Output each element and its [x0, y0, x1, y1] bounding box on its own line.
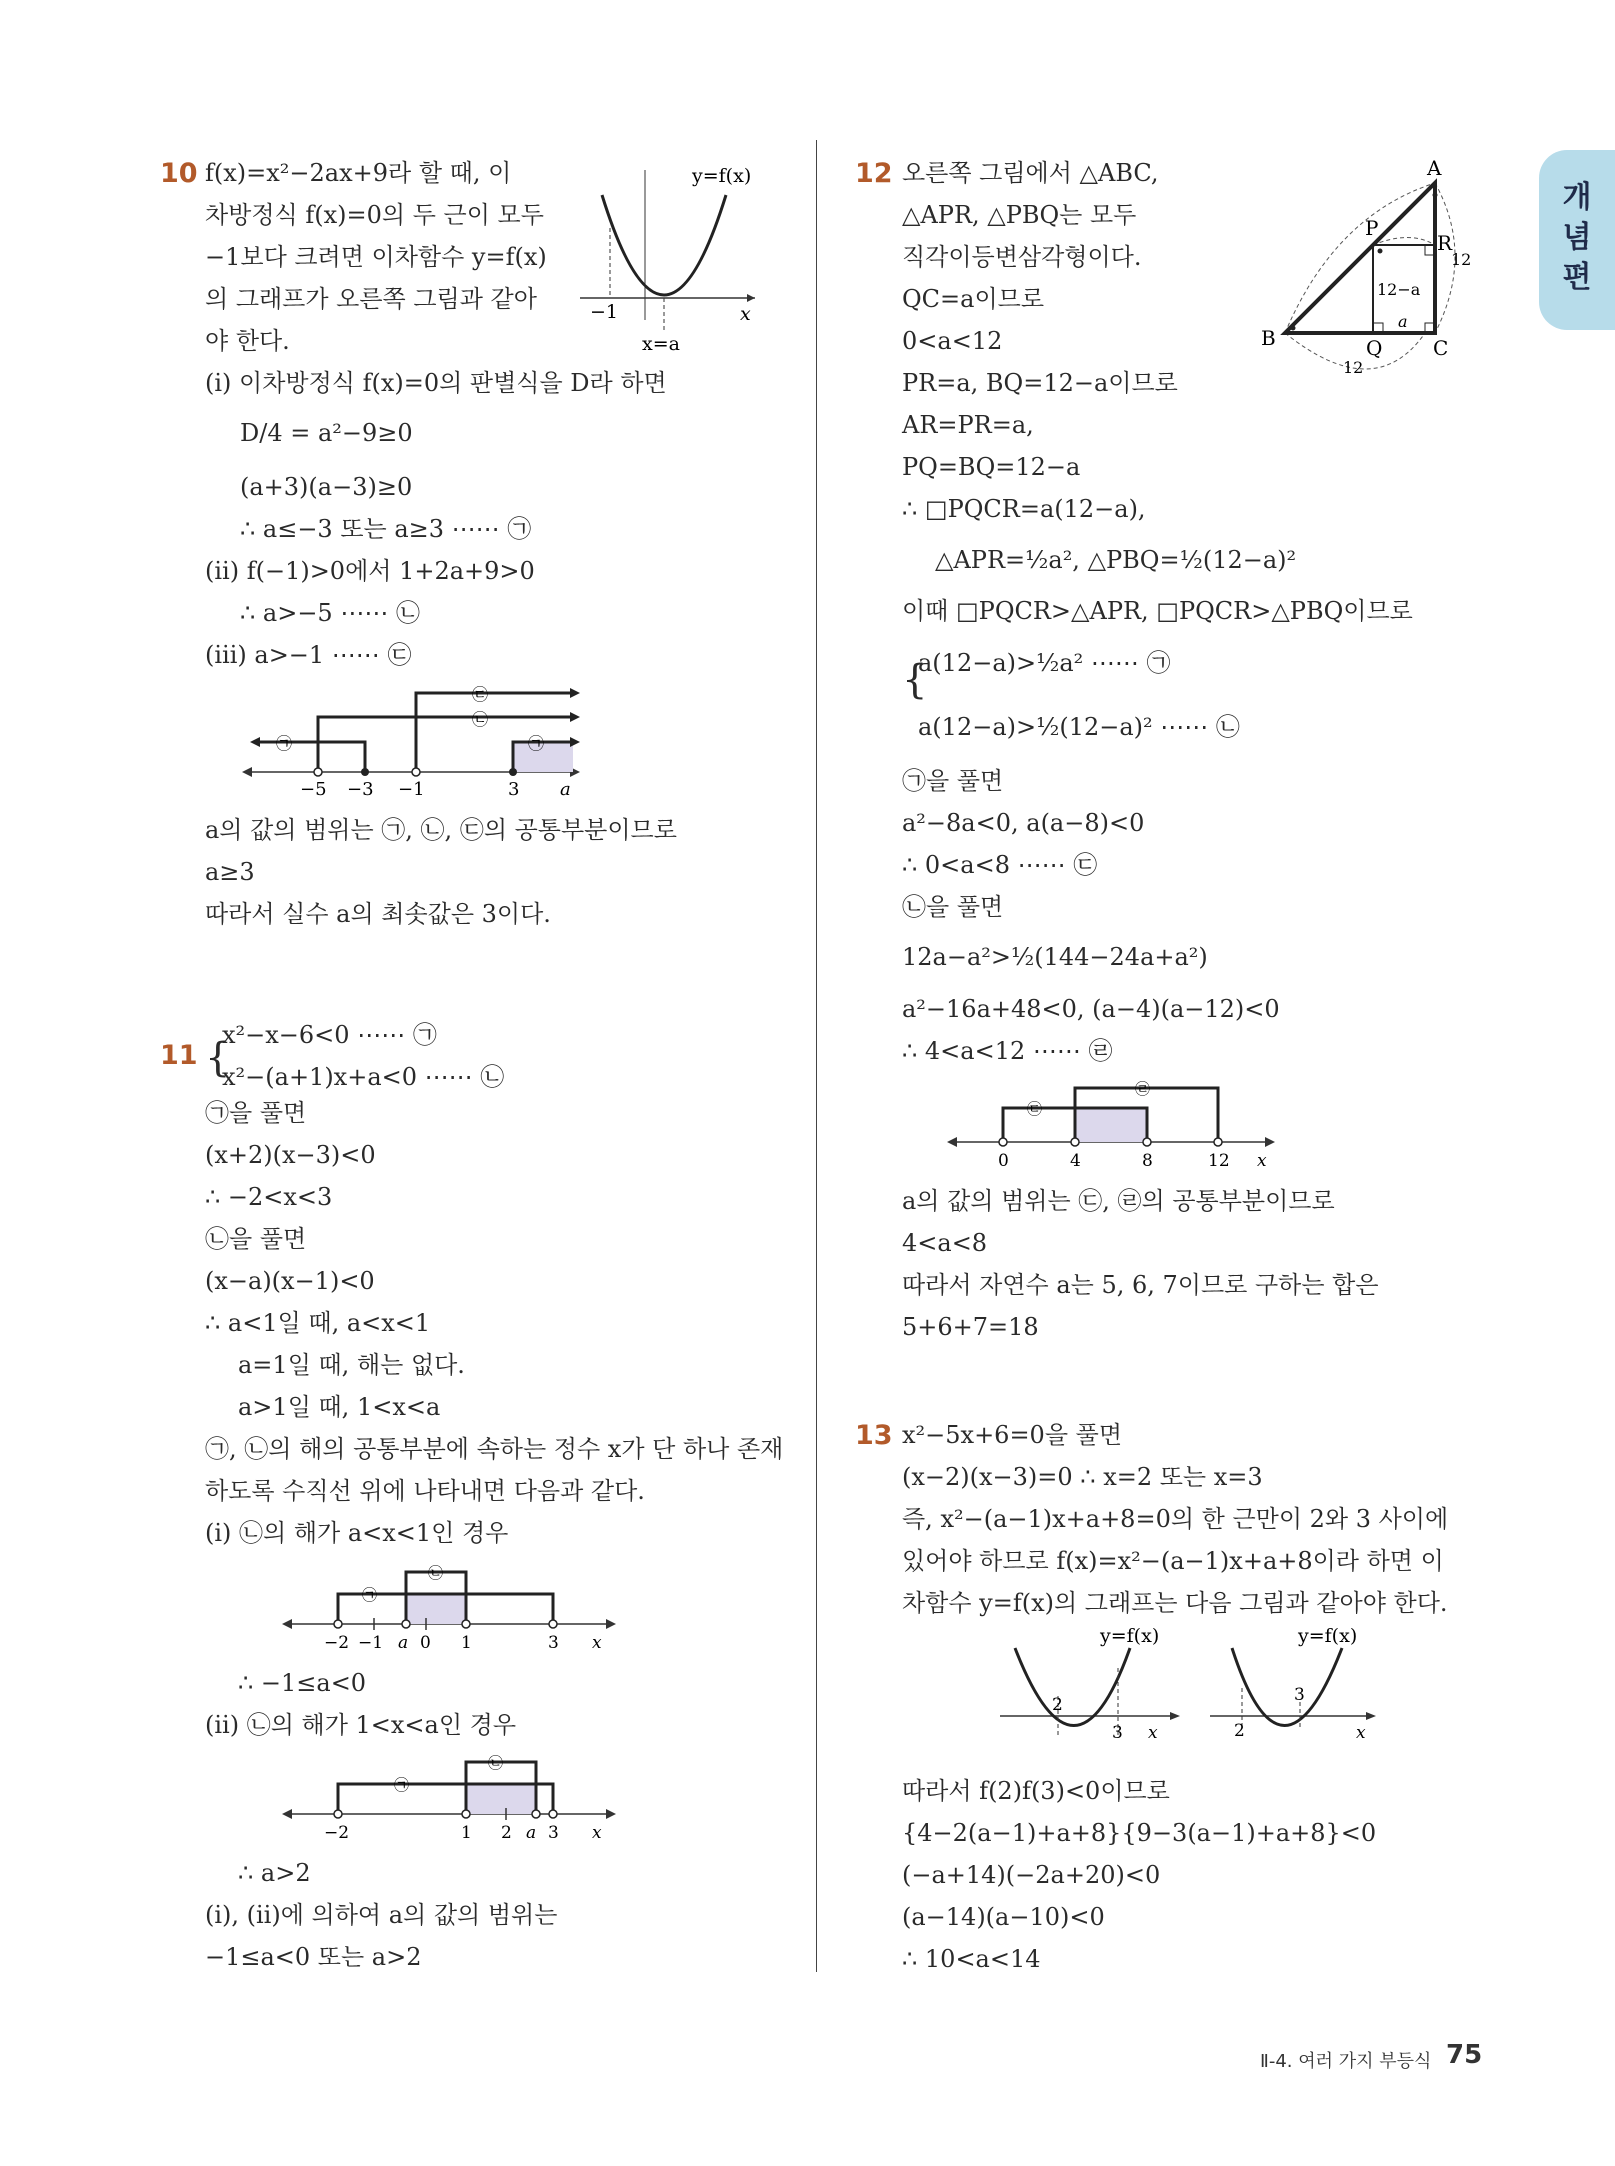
- p10-nl-axis: a: [560, 779, 571, 800]
- p11-line: (ⅱ) ㉡의 해가 1<x<a인 경우: [205, 1711, 517, 1739]
- p12-line: PQ=BQ=12−a: [902, 453, 1081, 481]
- p11-line: a>1일 때, 1<x<a: [238, 1393, 441, 1421]
- p11-nl1-tick: −2: [324, 1633, 350, 1653]
- p10-line: D/4 = a²−9≥0: [240, 419, 413, 447]
- p11-number-line-2: [280, 1748, 620, 1848]
- p13-g1-t3: 3: [1112, 1723, 1123, 1743]
- p12-triangle-diagram: [1255, 155, 1485, 380]
- p11-nl1-mark: ㉠: [362, 1586, 378, 1604]
- p11-nl1-tick: 3: [548, 1633, 559, 1653]
- p12-line: 따라서 자연수 a는 5, 6, 7이므로 구하는 합은: [902, 1271, 1379, 1299]
- p12-label-R: R: [1437, 231, 1453, 255]
- p11-line: (ⅰ) ㉡의 해가 a<x<1인 경우: [205, 1519, 509, 1547]
- p11-nl1-tick: −1: [358, 1633, 384, 1653]
- p13-g1-t2: 2: [1052, 1695, 1063, 1715]
- p10-nl-mark: ㉠: [276, 734, 293, 753]
- p12-line: ∴ □PQCR=a(12−a),: [902, 495, 1146, 523]
- p11-line: ∴ −2<x<3: [205, 1183, 333, 1211]
- p13-line: 즉, x²−(a−1)x+a+8=0의 한 근만이 2와 3 사이에: [902, 1505, 1449, 1533]
- p10-line: 야 한다.: [205, 327, 290, 355]
- p10-graph-label-fx: y=f(x): [692, 165, 752, 187]
- p12-nl-tick: 4: [1070, 1151, 1081, 1171]
- problem-number-11: 11: [160, 1040, 198, 1071]
- p11-line: a=1일 때, 해는 없다.: [238, 1351, 465, 1379]
- p11-nl2-mark: ㉡: [488, 1754, 504, 1772]
- p12-line: a의 값의 범위는 ㉢, ㉣의 공통부분이므로: [902, 1187, 1335, 1215]
- p11-line: ∴ a<1일 때, a<x<1: [205, 1309, 431, 1337]
- p11-nl2-tick: 1: [461, 1823, 472, 1843]
- p11-line: (x+2)(x−3)<0: [205, 1141, 376, 1169]
- p10-line: −1보다 크려면 이차함수 y=f(x): [205, 243, 547, 271]
- p12-nl-mark: ㉢: [1027, 1100, 1043, 1118]
- p11-nl1-axis: x: [592, 1633, 602, 1653]
- p12-line: 0<a<12: [902, 327, 1003, 355]
- p12-line: ∴ 4<a<12 ⋯⋯ ㉣: [902, 1037, 1113, 1065]
- p10-line: ∴ a>−5 ⋯⋯ ㉡: [240, 599, 420, 627]
- p12-label-A: A: [1427, 156, 1442, 180]
- p13-line: 있어야 하므로 f(x)=x²−(a−1)x+a+8이라 하면 이: [902, 1547, 1444, 1575]
- p13-line: ∴ 10<a<14: [902, 1945, 1041, 1973]
- p12-line: 12a−a²>½(144−24a+a²): [902, 943, 1208, 971]
- p10-nl-tick: −5: [300, 779, 327, 800]
- p11-line: ㉡을 풀면: [205, 1225, 307, 1253]
- p10-line: 차방정식 f(x)=0의 두 근이 모두: [205, 201, 544, 229]
- p10-graph-axis: x: [740, 303, 751, 325]
- p11-line: ㉠을 풀면: [205, 1099, 307, 1127]
- p13-line: (x−2)(x−3)=0 ∴ x=2 또는 x=3: [902, 1463, 1263, 1491]
- p12-label-B: B: [1261, 326, 1276, 350]
- column-divider: [816, 140, 817, 1972]
- p12-label-12: 12: [1451, 250, 1472, 269]
- p12-nl-mark: ㉣: [1135, 1080, 1151, 1098]
- p12-line: a(12−a)>½a² ⋯⋯ ㉠: [918, 649, 1171, 677]
- p11-line: ㉠, ㉡의 해의 공통부분에 속하는 정수 x가 단 하나 존재: [205, 1435, 784, 1463]
- p12-label-C: C: [1433, 336, 1449, 360]
- p10-line: (a+3)(a−3)≥0: [240, 473, 413, 501]
- p12-line: a²−8a<0, a(a−8)<0: [902, 809, 1145, 837]
- p13-g2-t3: 3: [1294, 1685, 1305, 1705]
- side-tab: [1539, 150, 1615, 330]
- p11-line: x²−(a+1)x+a<0 ⋯⋯ ㉡: [222, 1063, 505, 1091]
- p10-parabola-graph: [580, 160, 780, 360]
- p10-line: (ⅲ) a>−1 ⋯⋯ ㉢: [205, 641, 412, 669]
- p11-line: ∴ a>2: [238, 1859, 311, 1887]
- p12-line: 직각이등변삼각형이다.: [902, 243, 1142, 271]
- p13-g2-label: y=f(x): [1298, 1628, 1358, 1647]
- p12-line: AR=PR=a,: [902, 411, 1034, 439]
- p10-line: (ⅱ) f(−1)>0에서 1+2a+9>0: [205, 557, 535, 585]
- p12-label-12-a: 12−a: [1377, 280, 1421, 299]
- p13-parabola-graph-2: [1210, 1628, 1410, 1758]
- p12-nl-tick: 8: [1142, 1151, 1153, 1171]
- p13-line: {4−2(a−1)+a+8}{9−3(a−1)+a+8}<0: [902, 1819, 1377, 1847]
- p12-line: ㉡을 풀면: [902, 893, 1004, 921]
- p11-nl2-tick: 3: [548, 1823, 559, 1843]
- p10-line: (ⅰ) 이차방정식 f(x)=0의 판별식을 D라 하면: [205, 369, 667, 397]
- p12-number-line: [945, 1078, 1285, 1178]
- p10-number-line: [240, 675, 600, 805]
- p11-nl1-tick: 0: [420, 1633, 431, 1653]
- p13-line: (−a+14)(−2a+20)<0: [902, 1861, 1161, 1889]
- p11-number-line-1: [280, 1558, 620, 1658]
- p10-nl-tick: 3: [508, 779, 520, 800]
- p12-nl-tick: 0: [998, 1151, 1009, 1171]
- p13-parabola-graph-1: [1000, 1628, 1200, 1758]
- p12-label-P: P: [1365, 216, 1379, 240]
- p11-nl1-tick: a: [398, 1633, 409, 1653]
- p10-line: f(x)=x²−2ax+9라 할 때, 이: [205, 159, 512, 187]
- p12-nl-tick: 12: [1208, 1151, 1230, 1171]
- p12-brace: {: [902, 657, 928, 703]
- p11-nl2-axis: x: [592, 1823, 602, 1843]
- p13-line: x²−5x+6=0을 풀면: [902, 1421, 1123, 1449]
- p10-line: 의 그래프가 오른쪽 그림과 같아: [205, 285, 537, 313]
- p10-line: a≥3: [205, 858, 255, 886]
- p13-g2-axis: x: [1356, 1723, 1366, 1743]
- p13-g1-axis: x: [1148, 1723, 1158, 1743]
- p11-line: −1≤a<0 또는 a>2: [205, 1943, 422, 1971]
- p10-graph-tick: −1: [590, 301, 619, 323]
- p10-line: ∴ a≤−3 또는 a≥3 ⋯⋯ ㉠: [240, 515, 532, 543]
- problem-number-10: 10: [160, 158, 198, 189]
- p12-line: a(12−a)>½(12−a)² ⋯⋯ ㉡: [918, 713, 1240, 741]
- p13-g2-t2: 2: [1234, 1721, 1245, 1741]
- footer-section: Ⅱ-4. 여러 가지 부등식: [1260, 2051, 1432, 2072]
- p12-label-Q: Q: [1366, 336, 1383, 360]
- p13-line: 따라서 f(2)f(3)<0이므로: [902, 1777, 1170, 1805]
- p13-line: 차함수 y=f(x)의 그래프는 다음 그림과 같아야 한다.: [902, 1589, 1448, 1617]
- p11-line: ∴ −1≤a<0: [238, 1669, 367, 1697]
- p10-nl-mark: ㉠: [528, 734, 545, 753]
- p11-line: (ⅰ), (ⅱ)에 의하여 a의 값의 범위는: [205, 1901, 558, 1929]
- side-tab-label: 개념편: [1562, 180, 1592, 295]
- p12-line: 5+6+7=18: [902, 1313, 1039, 1341]
- p12-line: △APR, △PBQ는 모두: [902, 201, 1137, 229]
- p12-line: 4<a<8: [902, 1229, 988, 1257]
- p10-nl-mark: ㉡: [472, 710, 489, 729]
- p12-label-12b: 12: [1343, 358, 1364, 377]
- p13-line: (a−14)(a−10)<0: [902, 1903, 1105, 1931]
- p12-line: 이때 □PQCR>△APR, □PQCR>△PBQ이므로: [902, 597, 1413, 625]
- p10-nl-tick: −3: [347, 779, 374, 800]
- p12-line: ㉠을 풀면: [902, 767, 1004, 795]
- p12-nl-axis: x: [1257, 1151, 1267, 1171]
- p11-line: x²−x−6<0 ⋯⋯ ㉠: [222, 1021, 437, 1049]
- p11-line: (x−a)(x−1)<0: [205, 1267, 375, 1295]
- p11-nl2-tick: a: [526, 1823, 537, 1843]
- problem-number-13: 13: [855, 1420, 893, 1451]
- p11-nl2-mark: ㉠: [394, 1776, 410, 1794]
- p12-line: QC=a이므로: [902, 285, 1045, 313]
- p10-line: a의 값의 범위는 ㉠, ㉡, ㉢의 공통부분이므로: [205, 816, 677, 844]
- p12-line: 오른쪽 그림에서 △ABC,: [902, 159, 1159, 187]
- p11-nl1-mark: ㉡: [428, 1564, 444, 1582]
- page-number: 75: [1446, 2040, 1483, 2070]
- problem-number-12: 12: [855, 158, 893, 189]
- p11-nl1-tick: 1: [461, 1633, 472, 1653]
- p10-graph-label-xa: x=a: [642, 333, 680, 355]
- p10-line: 따라서 실수 a의 최솟값은 3이다.: [205, 900, 551, 928]
- p11-nl2-tick: 2: [501, 1823, 512, 1843]
- p13-g1-label: y=f(x): [1100, 1628, 1160, 1647]
- p12-line: a²−16a+48<0, (a−4)(a−12)<0: [902, 995, 1280, 1023]
- p12-line: ∴ 0<a<8 ⋯⋯ ㉢: [902, 851, 1098, 879]
- p10-nl-mark: ㉢: [472, 685, 489, 704]
- p11-line: 하도록 수직선 위에 나타내면 다음과 같다.: [205, 1477, 645, 1505]
- p12-line: PR=a, BQ=12−a이므로: [902, 369, 1178, 397]
- p11-brace: {: [205, 1035, 231, 1081]
- p12-label-a: a: [1398, 312, 1408, 331]
- p12-line: △APR=½a², △PBQ=½(12−a)²: [935, 546, 1297, 574]
- p11-nl2-tick: −2: [324, 1823, 350, 1843]
- p10-nl-tick: −1: [398, 779, 425, 800]
